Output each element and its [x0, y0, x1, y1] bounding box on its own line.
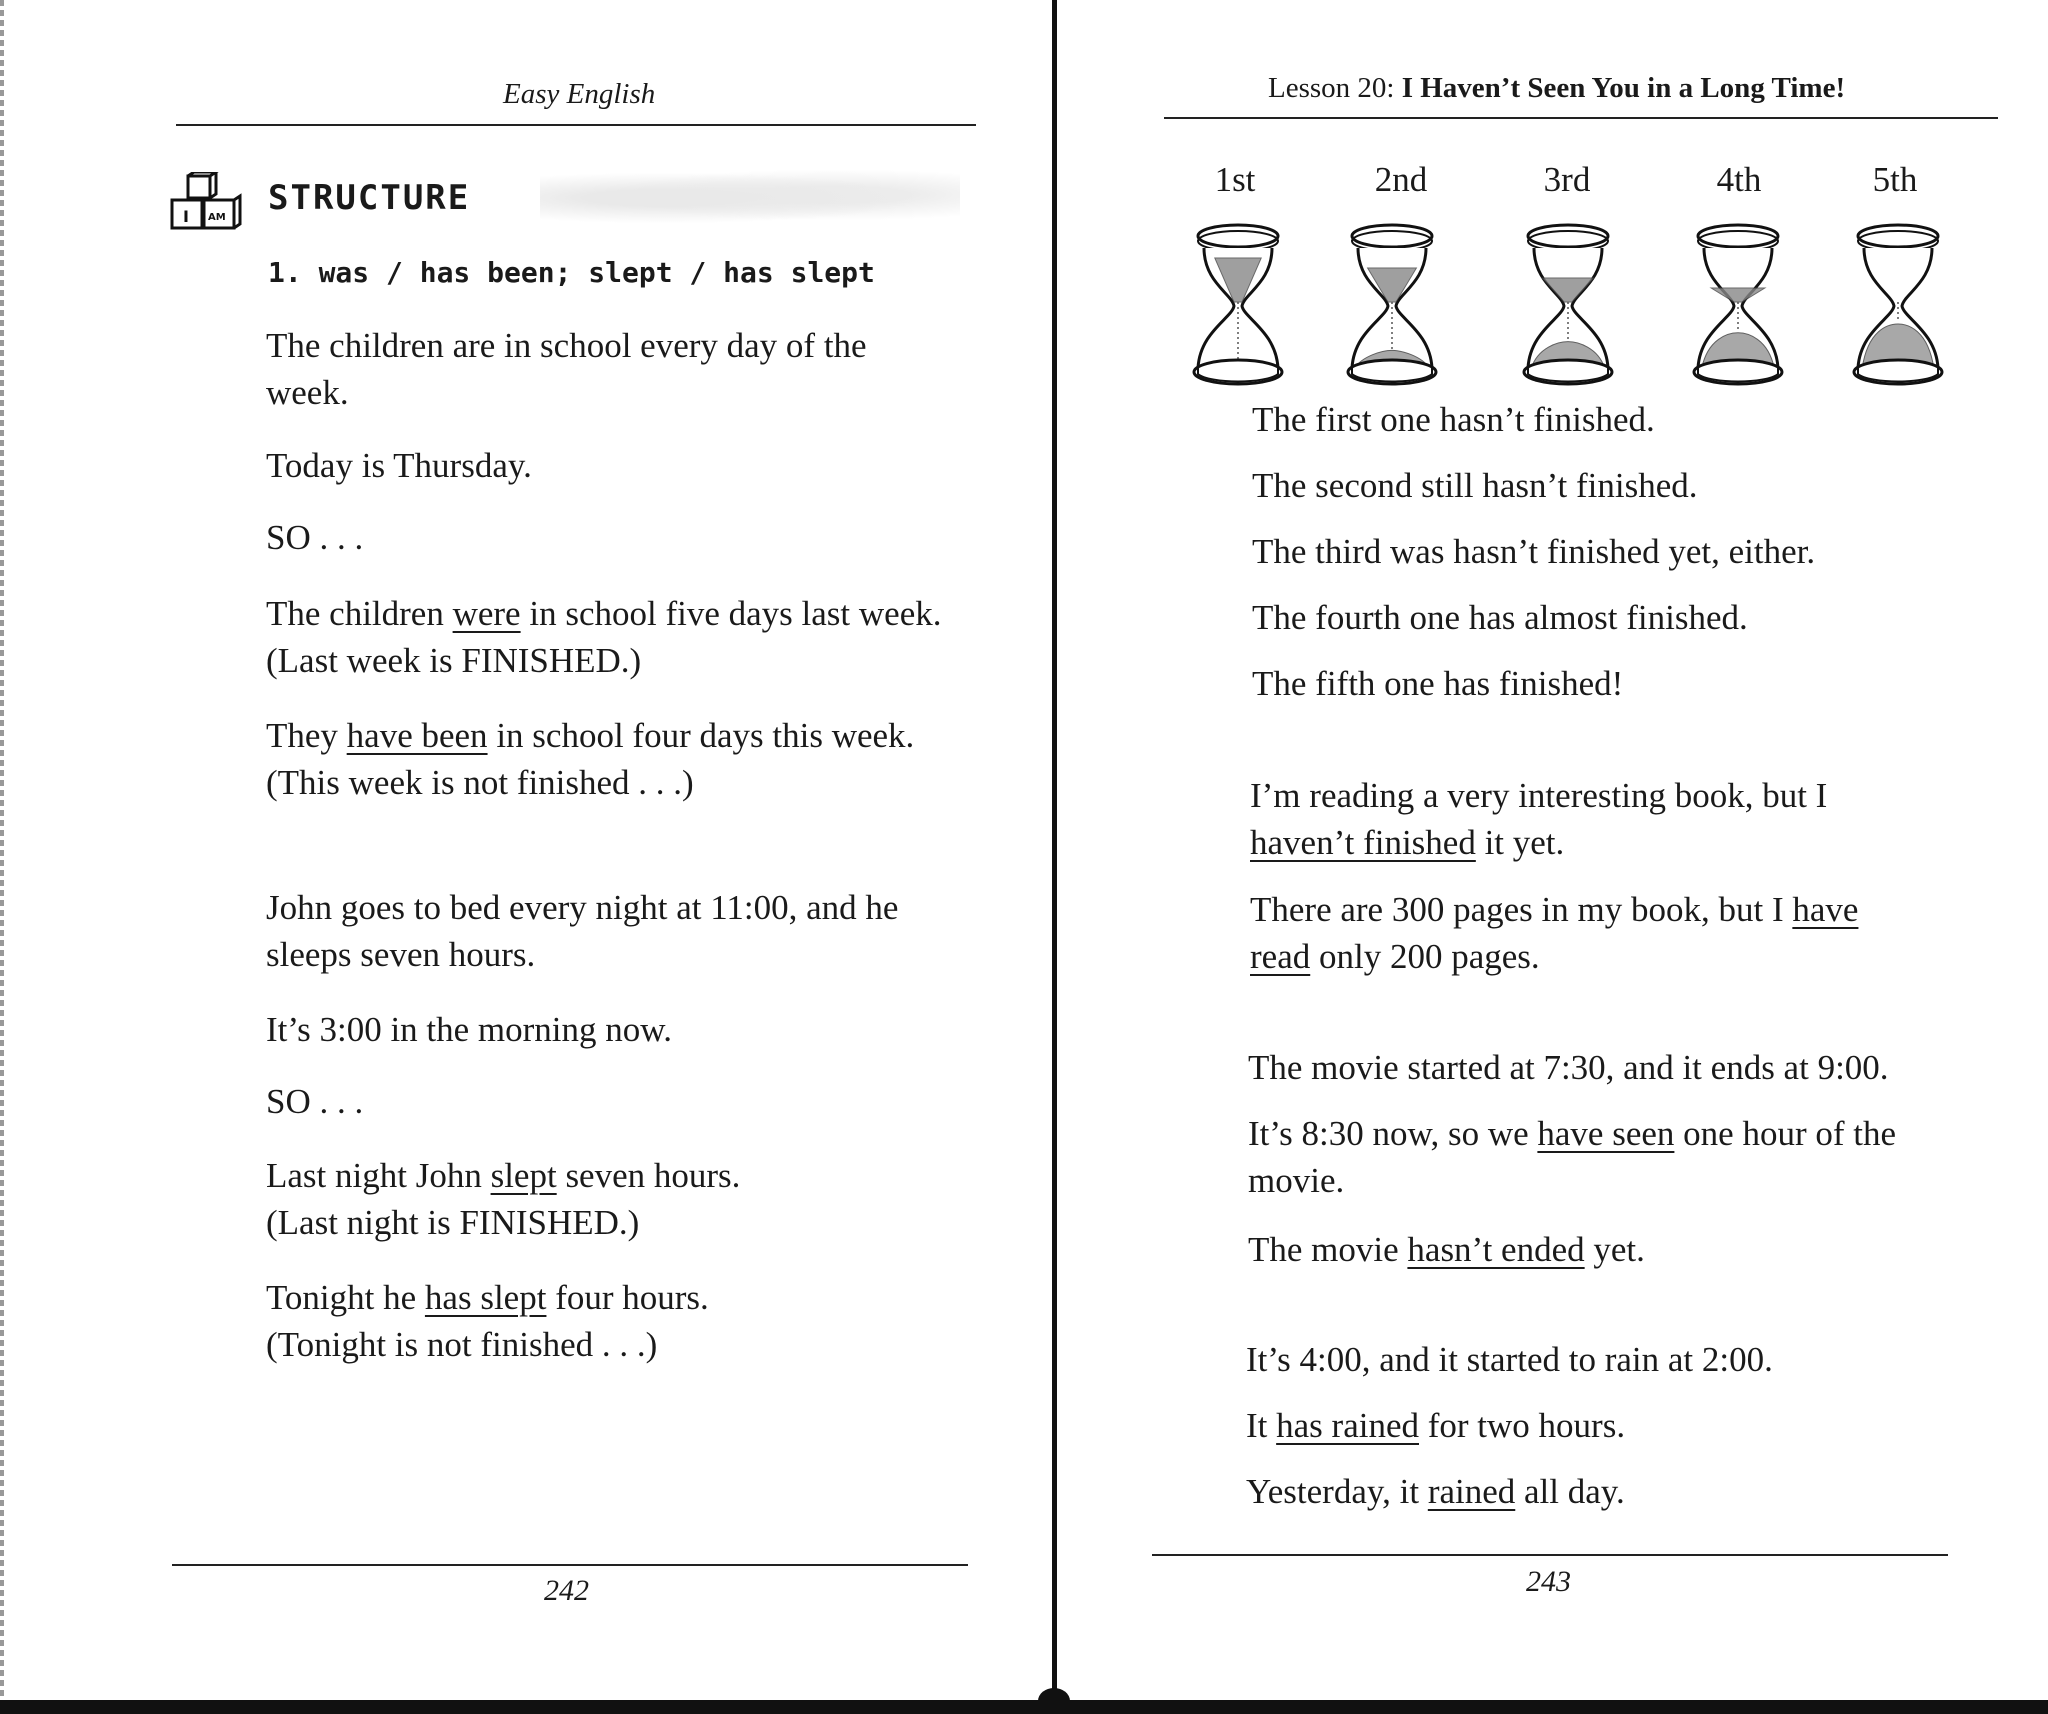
statement: The fifth one has finished! [1252, 664, 1624, 703]
hourglass-label: 1st [1214, 160, 1256, 199]
hourglass-label: 3rd [1543, 160, 1591, 199]
footer-rule [1152, 1554, 1948, 1556]
print-smudge [540, 168, 960, 228]
paragraph: It’s 4:00, and it started to rain at 2:00. [1246, 1340, 1773, 1379]
statement: The second still hasn’t finished. [1252, 466, 1698, 505]
paragraph: They have been in school four days this week. (This week is not finished . . .) [266, 716, 915, 802]
running-head: Lesson 20: I Haven’t Seen You in a Long Time! [1268, 72, 1846, 104]
page-number: 242 [544, 1574, 589, 1607]
section-title: STRUCTURE [268, 178, 471, 218]
hourglass-icon [1848, 222, 1948, 388]
underlined-word: hasn’t ended [1407, 1230, 1585, 1269]
underlined-word: has rained [1276, 1406, 1419, 1445]
book-spine [1052, 0, 1057, 1700]
paragraph: The children were in school five days last week. (Last week is FINISHED.) [266, 594, 942, 680]
footer-rule [172, 1564, 968, 1566]
paragraph: Tonight he has slept four hours. (Tonight is not finished . . .) [266, 1278, 709, 1364]
underlined-word: were [452, 594, 521, 633]
hourglass-icon [1188, 222, 1288, 388]
underlined-word: haven’t finished [1250, 823, 1476, 862]
paragraph: John goes to bed every night at 11:00, and he sleeps seven hours. [266, 888, 899, 974]
paragraph: Last night John slept seven hours. (Last night is FINISHED.) [266, 1156, 741, 1242]
paragraph: It’s 3:00 in the morning now. [266, 1010, 673, 1049]
paragraph: Yesterday, it rained all day. [1246, 1472, 1625, 1511]
building-blocks-icon [170, 172, 242, 230]
paragraph: There are 300 pages in my book, but I have read only 200 pages. [1250, 890, 1859, 976]
statement: The third was hasn’t finished yet, either. [1252, 532, 1816, 571]
underlined-word: rained [1427, 1472, 1516, 1511]
hourglass-label: 5th [1872, 160, 1918, 199]
running-head: Easy English [503, 78, 656, 110]
paragraph: The movie started at 7:30, and it ends at 9:00. [1248, 1048, 1889, 1087]
hourglass-icon [1518, 222, 1618, 388]
header-rule [1164, 117, 1998, 119]
svg-text:AM: AM [208, 212, 226, 223]
hourglass-label: 4th [1716, 160, 1762, 199]
hourglass-icon [1688, 222, 1788, 388]
hourglass-label: 2nd [1374, 160, 1428, 199]
paragraph: SO . . . [266, 1082, 364, 1121]
underlined-word: have seen [1537, 1114, 1675, 1153]
page-number: 243 [1526, 1565, 1571, 1598]
paragraph: SO . . . [266, 518, 364, 557]
paragraph: I’m reading a very interesting book, but I haven’t finished it yet. [1250, 776, 1828, 862]
header-rule [176, 124, 976, 126]
underlined-word: has slept [424, 1278, 547, 1317]
paragraph: The movie hasn’t ended yet. [1248, 1230, 1645, 1269]
subheading: 1. was / has been; slept / has slept [268, 256, 875, 289]
underlined-word: have been [346, 716, 488, 755]
paragraph: It’s 8:30 now, so we have seen one hour of the movie. [1248, 1114, 1897, 1200]
underlined-word: have [1792, 890, 1859, 929]
underlined-word: read [1250, 937, 1311, 976]
paragraph: Today is Thursday. [266, 446, 532, 485]
scan-bottom-edge [0, 1700, 2048, 1714]
statement: The first one hasn’t finished. [1252, 400, 1655, 439]
svg-text:I: I [183, 207, 189, 226]
statement: The fourth one has almost finished. [1252, 598, 1748, 637]
hourglass-icon [1342, 222, 1442, 388]
right-page [1060, 0, 2048, 1700]
underlined-word: slept [490, 1156, 557, 1195]
paragraph: The children are in school every day of the week. [266, 326, 867, 412]
paragraph: It has rained for two hours. [1246, 1406, 1626, 1445]
